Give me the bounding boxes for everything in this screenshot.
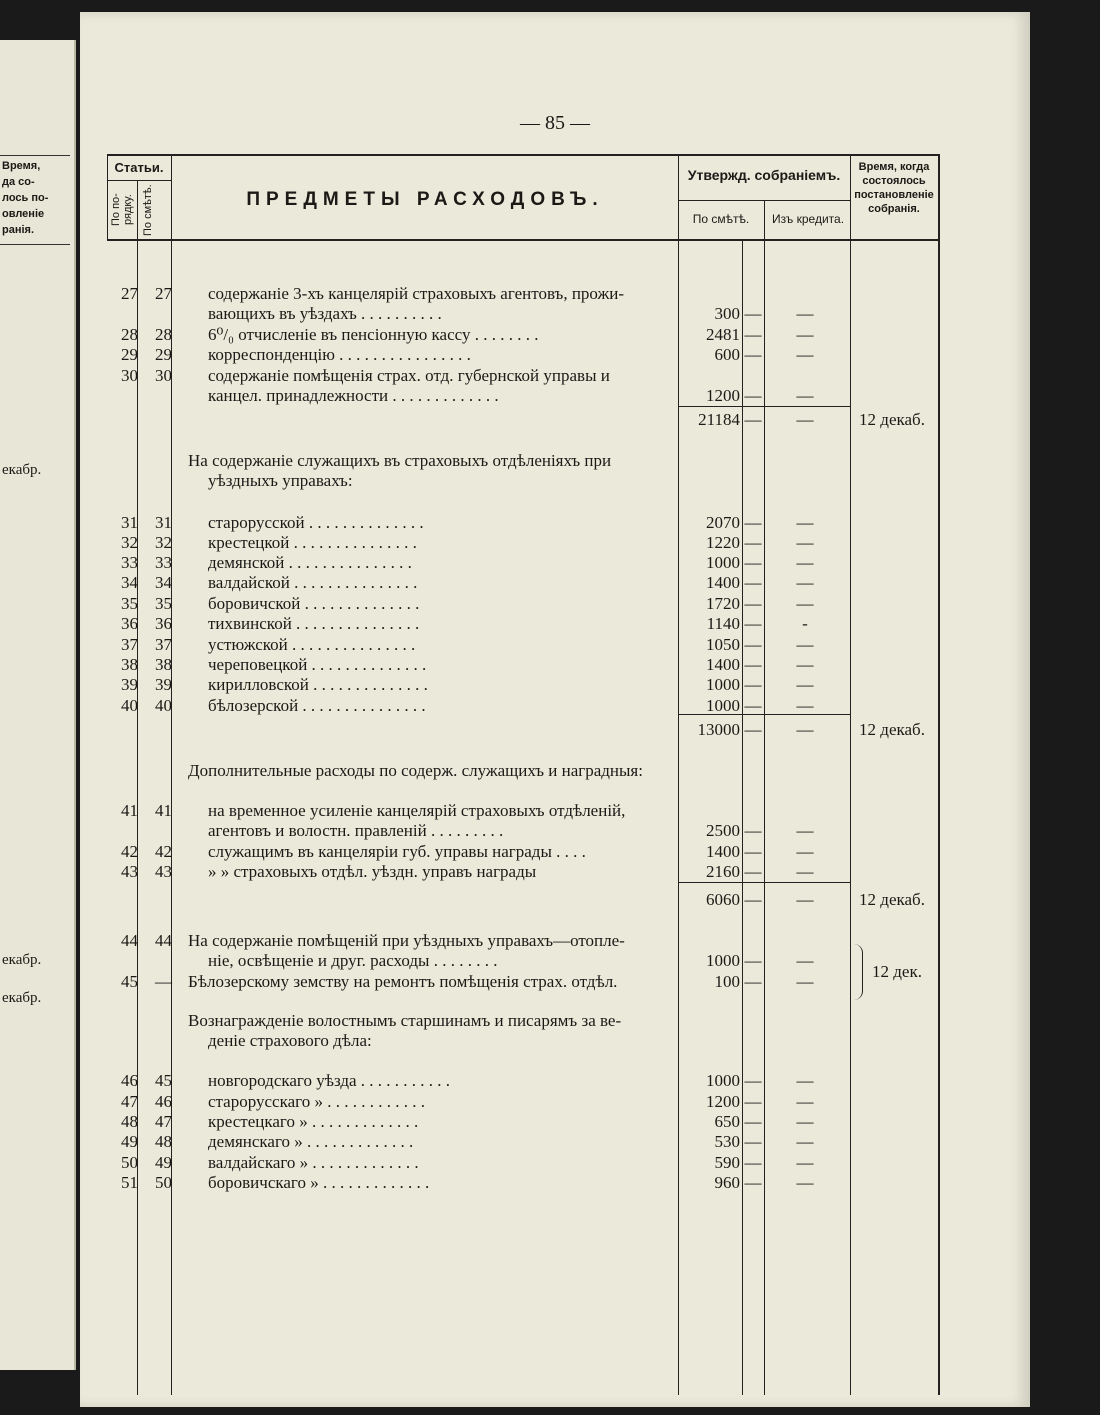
row-number-order: 44 xyxy=(121,931,138,950)
row-credit: — xyxy=(796,842,814,861)
row-number-order: 39 xyxy=(121,675,138,694)
left-header-line: ранія. xyxy=(2,224,35,236)
header-utverzhd: Утвержд. собраніемъ. xyxy=(687,167,841,183)
row-number-order: 43 xyxy=(121,862,138,881)
row-description: 6⁰/₀ отчисленіе въ пенсіонную кассу . . . . . . . . xyxy=(208,325,539,344)
row-dash: — xyxy=(744,862,762,881)
col-rule xyxy=(764,200,765,1395)
row-description: боровичской . . . . . . . . . . . . . . xyxy=(208,594,420,613)
row-number-estimate: 34 xyxy=(155,573,172,592)
row-amount: 300 xyxy=(714,304,740,323)
row-credit: — xyxy=(796,951,814,970)
row-description: канцел. принадлежности . . . . . . . . . . . . . xyxy=(208,386,499,405)
row-dash: — xyxy=(744,1071,762,1090)
row-amount: 1000 xyxy=(706,675,740,694)
row-credit: — xyxy=(796,1071,814,1090)
row-credit: — xyxy=(796,890,814,909)
row-amount: 1200 xyxy=(706,386,740,405)
row-number-estimate: 49 xyxy=(155,1153,172,1172)
row-description: на временное усиленіе канцелярій страховыхъ отдѣленій, xyxy=(208,801,626,820)
row-dash: — xyxy=(744,513,762,532)
statyi-rule xyxy=(107,180,171,181)
row-description: содержаніе 3-хъ канцелярій страховыхъ агентовъ, прожи- xyxy=(208,284,625,303)
row-number-estimate: 42 xyxy=(155,842,172,861)
row-date: 12 декаб. xyxy=(859,890,925,909)
row-credit: — xyxy=(796,325,814,344)
row-amount: 1400 xyxy=(706,655,740,674)
row-amount: 1000 xyxy=(706,553,740,572)
row-description: валдайской . . . . . . . . . . . . . . . xyxy=(208,573,418,592)
row-date: 12 декаб. xyxy=(859,410,925,429)
col-rule xyxy=(938,154,940,1395)
row-number-order: 45 xyxy=(121,972,138,991)
row-amount: 2481 xyxy=(706,325,740,344)
row-number-estimate: 37 xyxy=(155,635,172,654)
left-fragment: екабр. xyxy=(2,462,42,478)
row-description: кирилловской . . . . . . . . . . . . . . xyxy=(208,675,428,694)
row-amount: 960 xyxy=(714,1173,740,1192)
row-credit: — xyxy=(796,696,814,715)
row-number-order: 29 xyxy=(121,345,138,364)
row-credit: — xyxy=(796,553,814,572)
row-description: устюжской . . . . . . . . . . . . . . . xyxy=(208,635,416,654)
row-number-estimate: 36 xyxy=(155,614,172,633)
header-vremya: Время, когда состоялось постановленіе собранія. xyxy=(854,161,934,215)
row-number-order: 34 xyxy=(121,573,138,592)
row-amount: 590 xyxy=(714,1153,740,1172)
left-page-edge xyxy=(0,40,76,1370)
total-rule xyxy=(678,882,850,883)
row-credit: — xyxy=(796,386,814,405)
row-description: вающихъ въ уѣздахъ . . . . . . . . . . xyxy=(208,304,442,323)
row-amount: 650 xyxy=(714,1112,740,1131)
row-dash: — xyxy=(744,696,762,715)
total-rule xyxy=(678,406,850,407)
row-description: Вознагражденіе волостнымъ старшинамъ и писарямъ за ве- xyxy=(188,1011,622,1030)
row-number-order: 46 xyxy=(121,1071,138,1090)
row-dash: — xyxy=(744,972,762,991)
row-credit: — xyxy=(796,655,814,674)
row-dash: — xyxy=(744,410,762,429)
row-credit: — xyxy=(796,1153,814,1172)
row-amount: 100 xyxy=(714,972,740,991)
row-dash: — xyxy=(744,325,762,344)
row-dash: — xyxy=(744,345,762,364)
row-number-estimate: — xyxy=(155,972,172,991)
brace-date: 12 дек. xyxy=(872,962,922,981)
row-credit: — xyxy=(796,573,814,592)
left-header-line: лось по- xyxy=(2,192,49,204)
row-description: деніе страхового дѣла: xyxy=(208,1031,372,1050)
row-amount: 530 xyxy=(714,1132,740,1151)
left-header-line: да со- xyxy=(2,176,35,188)
row-credit: — xyxy=(796,1132,814,1151)
col-rule xyxy=(678,154,679,1395)
row-credit: — xyxy=(796,1112,814,1131)
row-credit: — xyxy=(796,345,814,364)
row-description: Дополнительные расходы по содерж. служащихъ и наградныя: xyxy=(188,761,643,780)
row-number-estimate: 40 xyxy=(155,696,172,715)
row-description: старорусскаго » . . . . . . . . . . . . xyxy=(208,1092,425,1111)
row-dash: — xyxy=(744,1173,762,1192)
row-dash: — xyxy=(744,842,762,861)
row-description: Бѣлозерскому земству на ремонтъ помѣщенія страх. отдѣл. xyxy=(188,972,618,991)
left-page-header xyxy=(0,155,70,245)
row-number-order: 50 xyxy=(121,1153,138,1172)
row-amount: 1220 xyxy=(706,533,740,552)
row-dash: — xyxy=(744,304,762,323)
row-description: служащимъ въ канцеляріи губ. управы награды . . . . xyxy=(208,842,586,861)
row-description: боровичскаго » . . . . . . . . . . . . . xyxy=(208,1173,430,1192)
row-dash: — xyxy=(744,573,762,592)
left-header-line: Время, xyxy=(2,160,41,172)
row-number-estimate: 48 xyxy=(155,1132,172,1151)
row-amount: 1400 xyxy=(706,573,740,592)
row-credit: — xyxy=(796,533,814,552)
page xyxy=(80,12,1030,1407)
row-number-order: 47 xyxy=(121,1092,138,1111)
row-description: бѣлозерской . . . . . . . . . . . . . . . xyxy=(208,696,426,715)
row-amount: 1050 xyxy=(706,635,740,654)
row-number-order: 28 xyxy=(121,325,138,344)
row-description: На содержаніе помѣщеній при уѣздныхъ управахъ—отопле- xyxy=(188,931,625,950)
row-number-estimate: 33 xyxy=(155,553,172,572)
row-dash: — xyxy=(744,720,762,739)
row-dash: — xyxy=(744,821,762,840)
row-amount: 6060 xyxy=(706,890,740,909)
row-amount: 1000 xyxy=(706,696,740,715)
row-number-order: 40 xyxy=(121,696,138,715)
row-number-estimate: 47 xyxy=(155,1112,172,1131)
row-number-order: 35 xyxy=(121,594,138,613)
left-header-line: овленіе xyxy=(2,208,45,220)
row-dash: — xyxy=(744,635,762,654)
row-amount: 2070 xyxy=(706,513,740,532)
row-credit: — xyxy=(796,410,814,429)
row-credit: — xyxy=(796,675,814,694)
row-number-order: 51 xyxy=(121,1173,138,1192)
row-number-estimate: 28 xyxy=(155,325,172,344)
row-description: демянской . . . . . . . . . . . . . . . xyxy=(208,553,412,572)
row-amount: 13000 xyxy=(697,720,740,739)
row-dash: — xyxy=(744,533,762,552)
row-number-estimate: 32 xyxy=(155,533,172,552)
row-description: » » страховыхъ отдѣл. уѣздн. управъ награды xyxy=(208,862,537,881)
row-amount: 2160 xyxy=(706,862,740,881)
row-dash: — xyxy=(744,951,762,970)
row-dash: — xyxy=(744,614,762,633)
row-credit: — xyxy=(796,594,814,613)
row-description: ніе, освѣщеніе и друг. расходы . . . . . . . . xyxy=(208,951,498,970)
header-iz-kredita: Изъ кредита. xyxy=(771,212,845,226)
row-credit: — xyxy=(796,821,814,840)
header-po-poryadku: По по-рядку. xyxy=(110,193,134,227)
row-number-order: 31 xyxy=(121,513,138,532)
row-number-estimate: 38 xyxy=(155,655,172,674)
row-description: валдайскаго » . . . . . . . . . . . . . xyxy=(208,1153,419,1172)
brace xyxy=(854,944,863,1000)
row-credit: — xyxy=(796,513,814,532)
row-dash: — xyxy=(744,675,762,694)
row-description: новгородскаго уѣзда . . . . . . . . . . . xyxy=(208,1071,451,1090)
row-dash: — xyxy=(744,553,762,572)
row-number-order: 27 xyxy=(121,284,138,303)
row-number-order: 38 xyxy=(121,655,138,674)
row-number-order: 30 xyxy=(121,366,138,385)
row-number-estimate: 39 xyxy=(155,675,172,694)
row-number-estimate: 29 xyxy=(155,345,172,364)
row-number-order: 42 xyxy=(121,842,138,861)
row-dash: — xyxy=(744,655,762,674)
col-rule xyxy=(850,154,851,1395)
row-amount: 21184 xyxy=(698,410,740,429)
row-amount: 600 xyxy=(714,345,740,364)
row-number-order: 48 xyxy=(121,1112,138,1131)
row-number-order: 33 xyxy=(121,553,138,572)
row-amount: 1200 xyxy=(706,1092,740,1111)
row-date: 12 декаб. xyxy=(859,720,925,739)
row-credit: — xyxy=(796,304,814,323)
row-number-estimate: 30 xyxy=(155,366,172,385)
row-number-order: 49 xyxy=(121,1132,138,1151)
row-number-estimate: 31 xyxy=(155,513,172,532)
row-number-estimate: 46 xyxy=(155,1092,172,1111)
row-amount: 1720 xyxy=(706,594,740,613)
row-amount: 1000 xyxy=(706,951,740,970)
row-dash: — xyxy=(744,1112,762,1131)
left-fragment: екабр. xyxy=(2,990,42,1006)
left-fragment: екабр. xyxy=(2,952,42,968)
header-bottom-rule xyxy=(107,239,940,241)
row-description: тихвинской . . . . . . . . . . . . . . . xyxy=(208,614,420,633)
row-number-estimate: 44 xyxy=(155,931,172,950)
table-top-rule xyxy=(107,154,940,156)
row-credit: — xyxy=(796,972,814,991)
row-number-order: 32 xyxy=(121,533,138,552)
row-credit: — xyxy=(796,1092,814,1111)
row-number-order: 36 xyxy=(121,614,138,633)
row-dash: — xyxy=(744,594,762,613)
row-description: На содержаніе служащихъ въ страховыхъ отдѣленіяхъ при xyxy=(188,451,612,470)
row-description: демянскаго » . . . . . . . . . . . . . xyxy=(208,1132,414,1151)
row-dash: — xyxy=(744,890,762,909)
row-amount: 1000 xyxy=(706,1071,740,1090)
row-dash: — xyxy=(744,1092,762,1111)
row-number-order: 37 xyxy=(121,635,138,654)
row-dash: — xyxy=(744,1132,762,1151)
row-number-estimate: 43 xyxy=(155,862,172,881)
header-po-smete: По смѣтѣ. xyxy=(142,184,154,236)
header-title: ПРЕДМЕТЫ РАСХОДОВЪ. xyxy=(246,189,604,210)
row-credit: — xyxy=(796,635,814,654)
row-credit: — xyxy=(796,1173,814,1192)
row-credit: - xyxy=(802,614,808,633)
row-description: уѣздныхъ управахъ: xyxy=(208,471,353,490)
row-number-estimate: 35 xyxy=(155,594,172,613)
row-number-estimate: 27 xyxy=(155,284,172,303)
row-credit: — xyxy=(796,862,814,881)
row-number-estimate: 50 xyxy=(155,1173,172,1192)
row-dash: — xyxy=(744,386,762,405)
header-po-smete-col: По смѣтѣ. xyxy=(692,212,750,226)
row-description: старорусской . . . . . . . . . . . . . . xyxy=(208,513,424,532)
row-amount: 2500 xyxy=(706,821,740,840)
row-number-estimate: 41 xyxy=(155,801,172,820)
row-description: крестецкой . . . . . . . . . . . . . . . xyxy=(208,533,417,552)
row-description: крестецкаго » . . . . . . . . . . . . . xyxy=(208,1112,419,1131)
row-amount: 1140 xyxy=(706,614,740,633)
row-number-estimate: 45 xyxy=(155,1071,172,1090)
row-description: агентовъ и волостн. правленій . . . . . . . . . xyxy=(208,821,504,840)
row-description: содержаніе помѣщенія страх. отд. губернской управы и xyxy=(208,366,610,385)
row-credit: — xyxy=(796,720,814,739)
row-dash: — xyxy=(744,1153,762,1172)
row-description: корреспонденцію . . . . . . . . . . . . . . . . xyxy=(208,345,471,364)
row-description: череповецкой . . . . . . . . . . . . . . xyxy=(208,655,427,674)
row-amount: 1400 xyxy=(706,842,740,861)
page-number: — 85 — xyxy=(520,112,590,134)
row-number-order: 41 xyxy=(121,801,138,820)
header-statyi: Статьи. xyxy=(114,160,164,175)
